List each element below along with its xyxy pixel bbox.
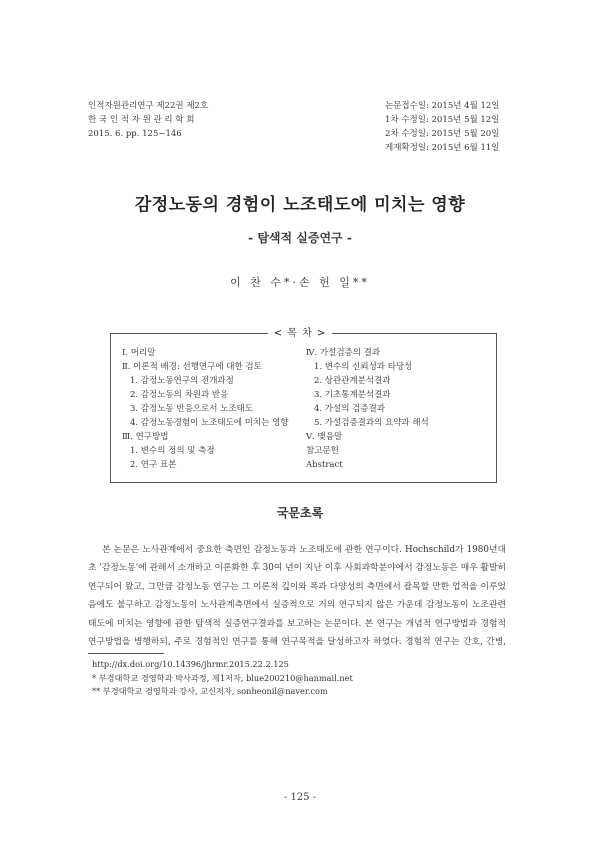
paper-title: 감정노동의 경험이 노조태도에 미치는 영향 [134, 195, 466, 215]
toc-item: Ⅴ. 맺음말 [306, 432, 343, 442]
footnotes [92, 658, 353, 699]
toc-subitem: 2. 감정노동의 차원과 반응 [130, 390, 229, 400]
toc-subitem: 1. 변수의 신뢰성과 타당성 [314, 362, 413, 372]
toc-item: Ⅰ. 머리말 [122, 348, 156, 358]
toc-subitem: 2. 상관관계분석결과 [314, 376, 391, 386]
footnote-first-author: * 부경대학교 경영학과 박사과정, 제1저자, blue200210@hanmail.net [92, 672, 353, 683]
paper-subtitle: - 탐색적 실증연구 - [248, 231, 352, 245]
toc-right-column [306, 346, 429, 472]
toc-item: Abstract [306, 460, 343, 470]
footnote-corresponding-author: ** 부경대학교 경영학과 강사, 교신저자, sonheonil@naver.com [92, 686, 328, 696]
page-number: - 125 - [283, 792, 317, 803]
toc-item: Ⅱ. 이론적 배경: 선행연구에 대한 검토 [122, 362, 262, 372]
issue-pages: 2015. 6. pp. 125~146 [88, 129, 182, 139]
toc-heading [0, 321, 600, 340]
toc-subitem: 4. 가설의 검증결과 [314, 404, 385, 414]
toc-subitem: 1. 변수의 정의 및 측정 [130, 446, 215, 456]
toc-item: Ⅳ. 가설검증의 결과 [306, 348, 381, 358]
journal-name: 인적자원관리연구 제22권 제2호 [88, 101, 209, 111]
toc-subitem: 3. 기초통계분석결과 [314, 390, 391, 400]
toc-subitem: 1. 감정노동연구의 전개과정 [130, 376, 234, 386]
society-name: 한 국 인 적 자 원 관 리 학 회 [88, 115, 195, 125]
toc-label: < 목 차 > [268, 328, 333, 339]
toc-left-column [122, 346, 289, 472]
doi-link[interactable]: http://dx.doi.org/10.14396/jhrmr.2015.22.2.125 [92, 659, 289, 669]
journal-info [88, 99, 208, 141]
toc-item: Ⅲ. 연구방법 [122, 432, 169, 442]
abstract-body: 본 논문은 노사관계에서 중요한 측면인 감정노동과 노조태도에 관한 연구이다. Hochschild가 1980년대 초 '감정노동'에 관해서 소개하고 이론화한 후 30여 년이 지난 이후 사회과학분야에서 감정노동은 매우 활발히 연구되어 왔고, 그만큼 감정노동 연구는 그 이론적 깊이와 폭과 다양성의 측면에서 괄목할 만한 업적을 이루었음에도 불구하고 감정노동이 노사관계측면에서 실증적으로 거의 연구되지 않은 가운데 감정노동이 노조관련 태도에 미치는 영향에 관한 탐색적 실증연구결과를 보고하는 논문이다. 본 연구는 개념적 연구방법과 경험적 연구방법을 병행하되, 주로 경험적인 연구를 통해 연구목적을 달성하고자 하였다. 경험적 연구는 간호, 간병, [88, 545, 506, 648]
author-line: 이 찬 수*·손 헌 일** [230, 276, 370, 289]
footnote-divider [88, 653, 164, 654]
toc-subitem: 5. 가설검증결과의 요약과 해석 [314, 418, 429, 428]
first-revision-date: 1차 수정일: 2015년 5월 12일 [385, 115, 500, 125]
toc-item: 참고문헌 [306, 446, 339, 456]
second-revision-date: 2차 수정일: 2015년 5월 20일 [385, 129, 500, 139]
received-date: 논문접수일: 2015년 4월 12일 [385, 101, 500, 111]
submission-dates [385, 99, 500, 155]
toc-subitem: 4. 감정노동경험이 노조태도에 미치는 영향 [130, 418, 289, 428]
toc-subitem: 2. 연구 표본 [130, 460, 177, 470]
toc-subitem: 3. 감정노동 반응으로서 노조태도 [130, 404, 253, 414]
accepted-date: 게재확정일: 2015년 6월 11일 [385, 143, 500, 153]
abstract-heading: 국문초록 [276, 506, 324, 520]
